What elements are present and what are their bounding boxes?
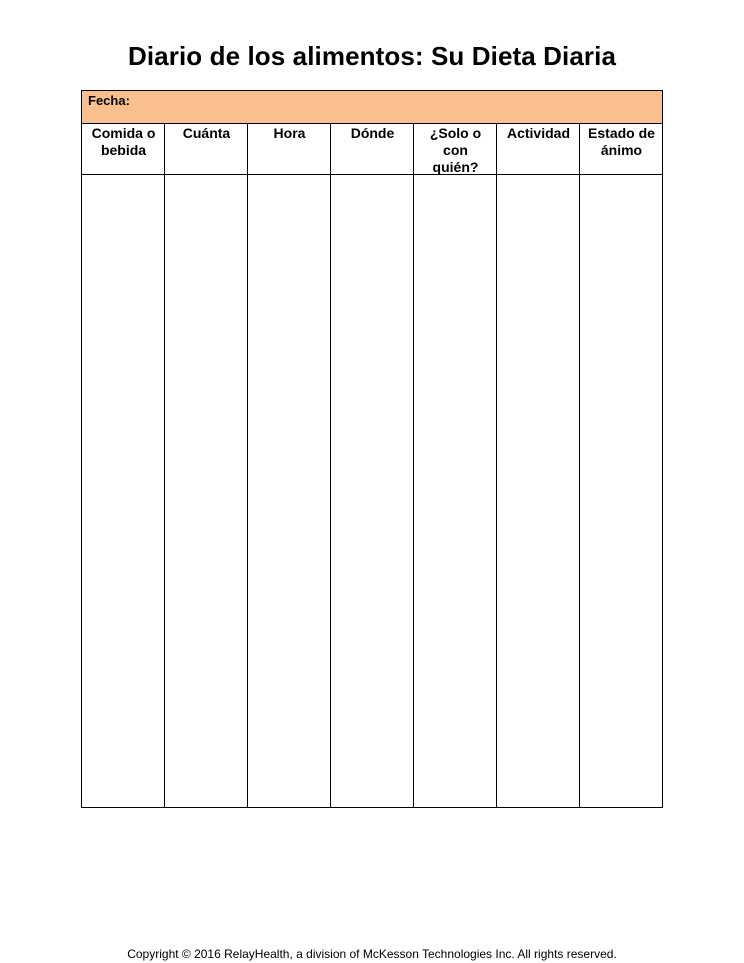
column-divider [330,124,331,807]
column-divider [164,124,165,807]
date-label: Fecha: [88,93,130,108]
food-diary-table [81,90,663,808]
date-row [82,91,662,124]
column-divider [496,124,497,807]
column-header-where: Dónde [350,125,395,141]
page-title: Diario de los alimentos: Su Dieta Diaria [127,41,617,71]
column-header-alone-or-with-whom: ¿Solo o con quién? [429,125,482,175]
copyright-footer: Copyright © 2016 RelayHealth, a division of McKesson Technologies Inc. All rights reserved. [127,947,617,961]
column-header-mood: Estado de ánimo [588,125,655,158]
column-divider [247,124,248,807]
column-divider [413,124,414,807]
column-divider [579,124,580,807]
column-header-food-or-drink: Comida o bebida [91,125,156,158]
column-header-activity: Actividad [506,125,570,141]
column-header-row [82,124,662,175]
column-header-time: Hora [273,125,306,141]
column-header-how-much: Cuánta [182,125,231,141]
